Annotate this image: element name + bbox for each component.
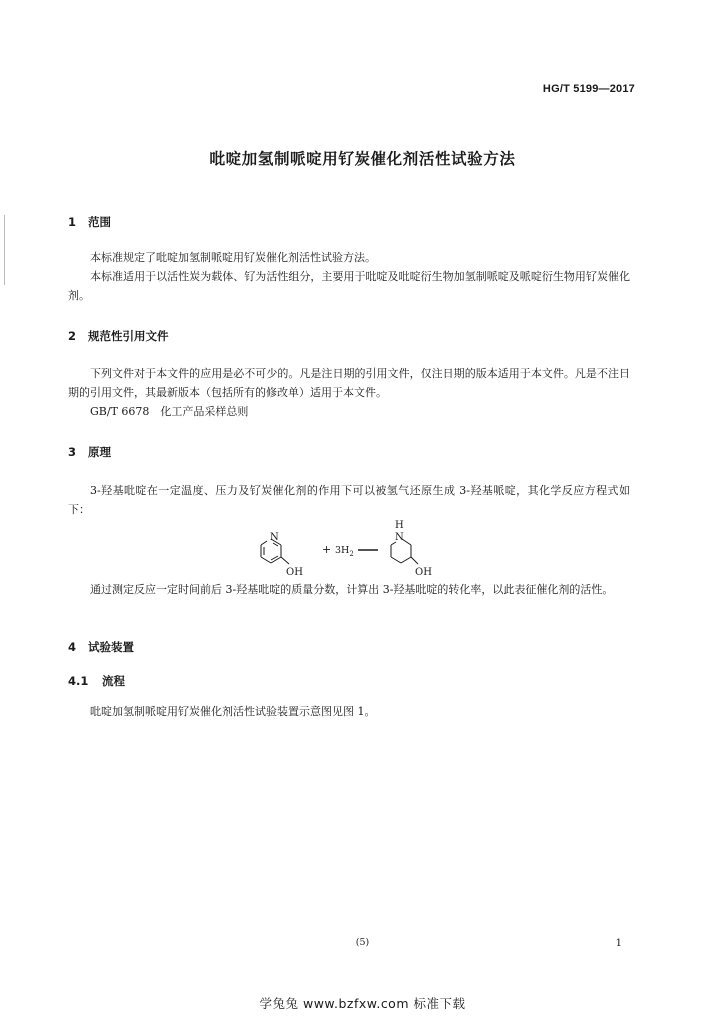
section-number: 1 <box>68 215 77 229</box>
bond-line <box>411 557 418 564</box>
piperidine-nitrogen: N <box>395 532 404 543</box>
section-number: 3 <box>68 445 77 459</box>
bond-line <box>261 541 267 545</box>
references-paragraph: 下列文件对于本文件的应用是必不可少的。凡是注日期的引用文件，仅注日期的版本适用于本文件。凡是不注日期的引用文件，其最新版本（包括所有的修改单）适用于本文件。 <box>68 367 630 399</box>
double-bond-line <box>273 543 278 546</box>
pyridine-nitrogen: N <box>270 532 279 543</box>
scope-paragraph-2: 本标准适用于以活性炭为载体、钌为活性组分，主要用于吡啶及吡啶衍生物加氢制哌啶及哌啶衍生物用钌炭催化剂。 <box>68 270 630 302</box>
scope-paragraph-1: 本标准规定了吡啶加氢制哌啶用钌炭催化剂活性试验方法。 <box>90 251 376 264</box>
section-number: 2 <box>68 329 77 343</box>
subsection-title: 流程 <box>102 674 125 688</box>
section-title: 规范性引用文件 <box>88 329 169 343</box>
page-number: 1 <box>615 938 622 949</box>
section-heading-scope <box>68 214 111 230</box>
product-hydroxyl: OH <box>415 567 432 578</box>
reference-item-gbt6678: GB/T 6678 化工产品采样总则 <box>90 405 249 418</box>
hydrogen-coefficient: 3H <box>335 545 350 556</box>
reaction-equation-svg <box>250 518 470 582</box>
standard-number: HG/T 5199—2017 <box>542 83 635 95</box>
bond-line <box>281 557 289 564</box>
page-title: 吡啶加氢制哌啶用钌炭催化剂活性试验方法 <box>209 150 516 168</box>
section-heading-principle <box>68 444 111 460</box>
principle-paragraph-2: 通过测定反应一定时间前后 3-羟基吡啶的质量分数，计算出 3-羟基吡啶的转化率，以此表征催化剂的活性。 <box>90 583 614 596</box>
subsection-heading-process <box>68 673 125 689</box>
bond-line <box>271 557 281 563</box>
bond-line <box>391 557 401 563</box>
footer-sheet-number: (5) <box>355 937 370 948</box>
section-title: 范围 <box>88 215 111 229</box>
section-title: 原理 <box>88 445 111 459</box>
section-heading-apparatus <box>68 639 134 655</box>
section-heading-normative-references <box>68 328 169 344</box>
piperidine-hydrogen: H <box>395 520 404 531</box>
scan-edge-mark <box>4 215 5 285</box>
reactant-hydroxyl: OH <box>286 567 303 578</box>
plus-sign: + <box>322 543 332 556</box>
reaction-equation <box>250 518 470 582</box>
section-title: 试验装置 <box>88 640 134 654</box>
hydrogen-subscript: 2 <box>349 550 354 558</box>
process-paragraph: 吡啶加氢制哌啶用钌炭催化剂活性试验装置示意图见图 1。 <box>90 705 376 718</box>
section-number: 4 <box>68 640 77 654</box>
bond-line <box>401 557 411 563</box>
principle-paragraph-1: 3-羟基吡啶在一定温度、压力及钌炭催化剂的作用下可以被氢气还原生成 3-羟基哌啶，其化学反应方程式如下： <box>68 484 630 516</box>
bond-line <box>261 557 271 563</box>
subsection-number: 4.1 <box>68 674 89 688</box>
hydrogen-reagent <box>335 545 354 558</box>
watermark-text: 学兔兔 www.bzfxw.com 标准下载 <box>259 996 466 1011</box>
